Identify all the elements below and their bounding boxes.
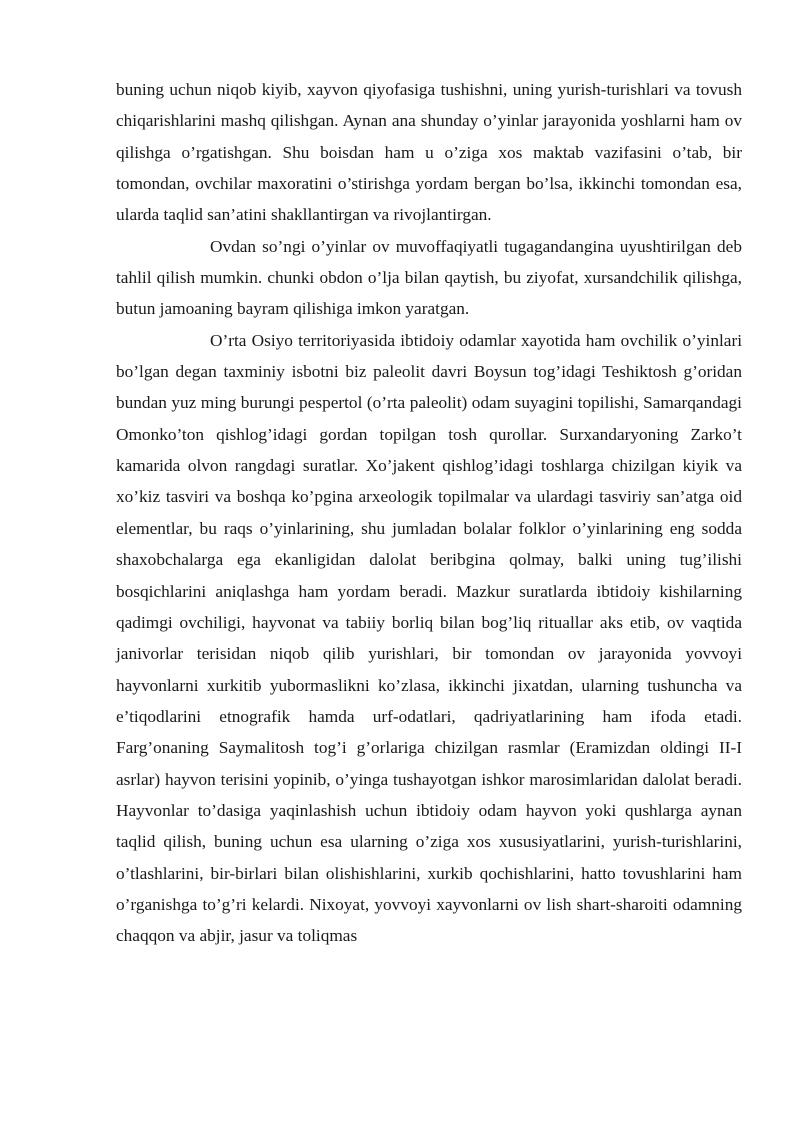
paragraph-ovdan-songi: Ovdan so’ngi o’yinlar ov muvoffaqiyatli tugagandangina uyushtirilgan deb tahlil qilish mumkin. chunki obdon o’lja bilan qaytish, bu ziyofat, xursandchilik qilishga, butun jamoaning bayram qilishiga imkon yaratgan. bbox=[116, 236, 742, 319]
document-body bbox=[116, 74, 742, 952]
paragraph-continuation: buning uchun niqob kiyib, xayvon qiyofasiga tushishni, uning yurish-turishlari va tovush chiqarishlarini mashq qilishgan. Aynan ana shunday o’yinlar jarayonida yoshlarni ham ov qilishga o’rgatishgan. Shu boisdan ham u o’ziga xos maktab vazifasini o’tab, bir tomondan, ovchilar maxoratini o’stirishga yordam bergan bo’lsa, ikkinchi tomondan esa, ularda taqlid san’atini shakllantirgan va rivojlantirgan. bbox=[116, 80, 742, 225]
paragraph-orta-osiyo: O’rta Osiyo territoriyasida ibtidoiy odamlar xayotida ham ovchilik o’yinlari bo’lgan degan taxminiy isbotni biz paleolit davri Boysun tog’idagi Teshiktosh g’oridan bundan yuz ming burungi pespertol (o’rta paleolit) odam suyagini topilishi, Samarqandagi Omonko’ton qishlog’idagi gordan topilgan tosh qurollar. Surxandaryoning Zarko’t kamarida olvon rangdagi suratlar. Xo’jakent qishlog’idagi toshlarga chizilgan kiyik va xo’kiz tasviri va boshqa ko’pgina arxeologik topilmalar va ulardagi tasviriy san’atga oid elementlar, bu raqs o’yinlarining, shu jumladan bolalar folklor o’yinlarining eng sodda shaxobchalarga ega ekanligidan dalolat beribgina qolmay, balki uning tug’ilishi bosqichlarini aniqlashga ham yordam beradi. Mazkur suratlarda ibtidoiy kishilarning qadimgi ovchiligi, hayvonat va tabiiy borliq bilan bog’liq rituallar aks etib, ov vaqtida janivorlar terisidan niqob qilib yurishlari, bir tomondan ov jarayonida yovvoyi hayvonlarni xurkitib yubormaslikni ko’zlasa, ikkinchi jixatdan, ularning tushuncha va e’tiqodlarini etnografik hamda urf-odatlari, qadriyatlarining ham ifoda etadi. Farg’onaning Saymalitosh tog’i g’orlariga chizilgan rasmlar (Eramizdan oldingi II-I asrlar) hayvon terisini yopinib, o’yinga tushayotgan ishkor marosimlaridan dalolat beradi. Hayvonlar to’dasiga yaqinlashish uchun ibtidoiy odam hayvon yoki qushlarga aynan taqlid qilish, buning uchun esa ularning o’ziga xos xususiyatlarini, yurish-turishlarini, o’tlashlarini, bir-birlari bilan olishishlarini, xurkib qochishlarini, hatto tovushlarini ham o’rganishga to’g’ri kelardi. Nixoyat, yovvoyi xayvonlarni ov lish shart-sharoiti odamning chaqqon va abjir, jasur va toliqmas bbox=[116, 330, 742, 946]
